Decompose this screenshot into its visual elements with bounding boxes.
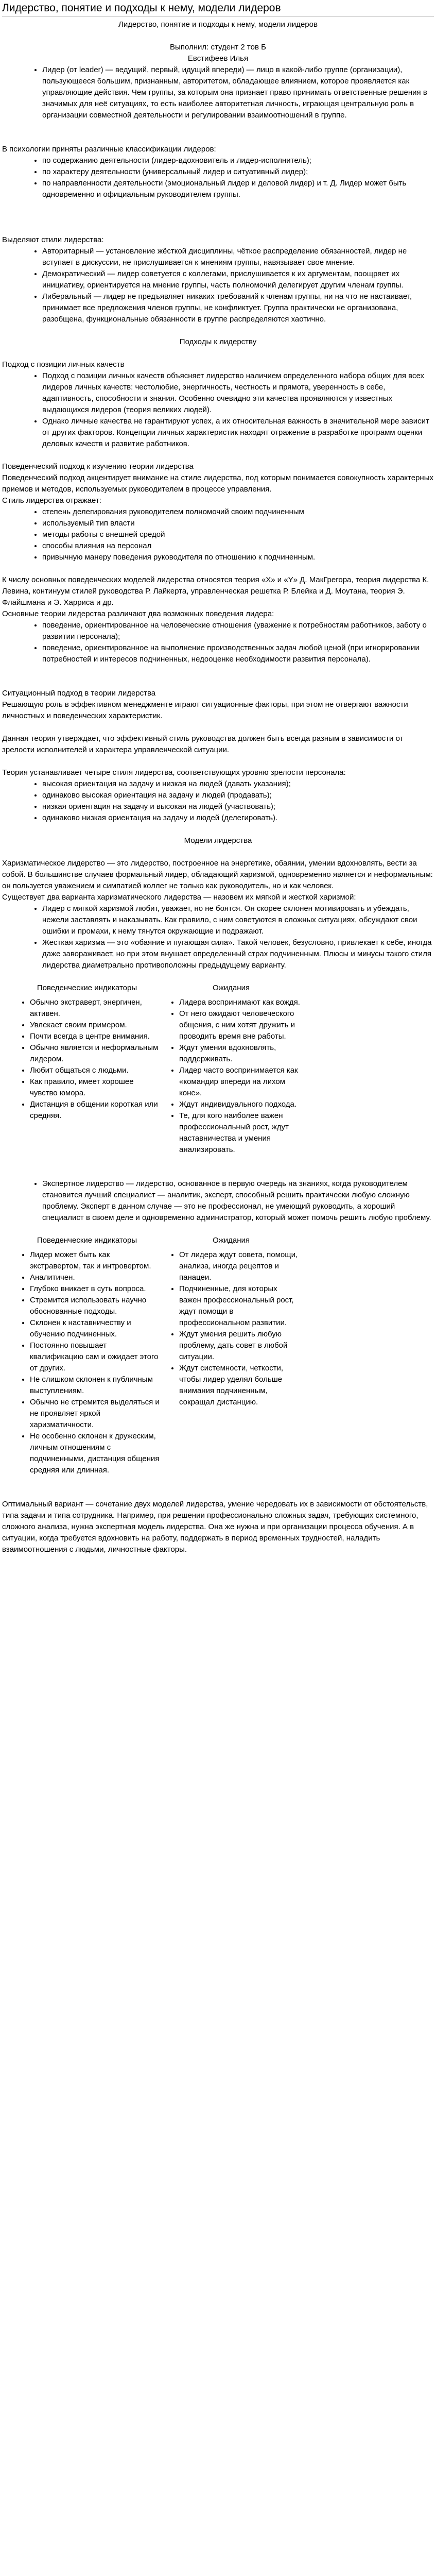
list-item: • Не слишком склонен к публичным выступлениям. xyxy=(30,1374,162,1397)
expert-list xyxy=(2,1178,434,1224)
list-item: • Стремится использовать научно обоснованные подходы. xyxy=(30,1295,162,1317)
list-item: • Лидер (от leader) — ведущий, первый, идущий впереди) — лицо в какой-либо группе (организации), пользующееся большим, признанным, авторитетом, обладающее влиянием, которое проявляется как управляющие действия. Чем группы, за которым она признает право принимать ответственные решения в значимых для неё ситуациях, то есть наиболее авторитетная личность, играющая центральную роль в организации совместной деятельности и регулировании взаимоотношений в группе. xyxy=(42,64,434,121)
author-line-2: Евстифеев Илья xyxy=(187,54,249,63)
situational-list xyxy=(2,778,434,824)
list-item: • Ждут умения решить любую проблему, дать совет в любой ситуации. xyxy=(179,1329,301,1363)
list-item: • одинаково низкая ориентация на задачу и людей (делегировать). xyxy=(42,812,434,824)
list-item: • способы влияния на персонал xyxy=(42,540,434,552)
list-item: • методы работы с внешней средой xyxy=(42,529,434,540)
document xyxy=(0,1,436,1576)
expert-table xyxy=(12,1235,301,1476)
list-item: • Демократический — лидер советуется с коллегами, прислушивается к их аргументам, поощряет их инициативу, ориентируется на мнение группы, часть полномочий делегирует другим членам группы. xyxy=(42,268,434,291)
classification-lead: В психологии приняты различные классификации лидеров: xyxy=(2,145,216,154)
charisma-text: Харизматическое лидерство — это лидерство, построенное на энергетике, обаянии, умении вдохновлять, вести за собой. В большинстве случаев формальный лидер, обладающий харизмой, одновременно является и неформальным: он пользуется уважением и симпатией коллег не только как руководитель, но и как человек. xyxy=(2,859,433,890)
list-item: • привычную манеру поведения руководителя по отношению к подчиненным. xyxy=(42,552,434,563)
list-item: • Дистанция в общении короткая или средняя. xyxy=(30,1099,162,1122)
list-item: • Либеральный — лидер не предъявляет никаких требований к членам группы, ни на что не настаивает, принимает все предложения членов группы, не конфликтует. Группа практически не организована, разобщена, функциональные обязанности в группе распределяются хаотично. xyxy=(42,291,434,325)
list-item: • по содержанию деятельности (лидер-вдохновитель и лидер-исполнитель); xyxy=(42,155,434,166)
list-item: • Однако личные качества не гарантируют успех, а их относительная важность в значительной мере зависит от других факторов. Концепции личных характеристик находят отражение в разработке программ оценки деловых качеств и развитие работников. xyxy=(42,416,434,450)
list-item: • Почти всегда в центре внимания. xyxy=(30,1031,162,1042)
list-item: • Лидер с мягкой харизмой любит, уважает, но не боятся. Он скорее склонен мотивировать и убеждать, нежели заставлять и наказывать. Как правило, с ним советуются в сложных ситуациях, обсуждают свои ошибки и промахи, к нему тянутся окружающие и подражают. xyxy=(42,903,434,937)
behavioral-models-lead: Основные теории лидерства различают два возможных поведения лидера: xyxy=(2,609,274,618)
list-item: • Ждут системности, четкости, чтобы лидер уделял больше внимания подчиненным, сокращал дистанцию. xyxy=(179,1363,301,1408)
list-item: • От него ожидают человеческого общения, с ним хотят дружить и проводить время вне работы. xyxy=(179,1008,301,1042)
list-item: • Ждут индивидуального подхода. xyxy=(179,1099,301,1110)
document-subtitle: Лидерство, понятие и подходы к нему, модели лидеров xyxy=(118,20,318,29)
list-item: • Экспертное лидерство — лидерство, основанное в первую очередь на знаниях, когда руководителем становится лучший специалист — аналитик, эксперт, способный решить практически любую сложную проблему. Эксперт в данном случае — это не профессионал, не умеющий руководить, а хороший специалист в своем деле и одновременно администратор, который может помочь решить любую проблему. xyxy=(42,1178,434,1224)
behavioral-models-list xyxy=(2,620,434,665)
models-heading: Модели лидерства xyxy=(184,836,252,845)
list-item: • Подход с позиции личных качеств объясняет лидерство наличием определенного набора общих для всех лидеров личных качеств: честолюбие, энергичность, честность и прямота, уверенность в себе, адаптивность, способности и знания. Особенно очевидно эти качества проявляются у известных выдающихся лидеров (теория великих людей). xyxy=(42,370,434,416)
document-title: Лидерство, понятие и подходы к нему, модели лидеров xyxy=(2,1,434,17)
list-item: • Склонен к наставничеству и обучению подчиненных. xyxy=(30,1317,162,1340)
list-item: • Постоянно повышает квалификацию сам и ожидает этого от других. xyxy=(30,1340,162,1374)
list-item: • Те, для кого наиболее важен профессиональный рост, ждут наставничества и умения анализировать. xyxy=(179,1110,301,1156)
list-item: • Обычно не стремится выделяться и не проявляет яркой харизматичности. xyxy=(30,1397,162,1431)
list-item: • Авторитарный — установление жёсткой дисциплины, чёткое распределение обязанностей, лидер не вступает в дискуссии, не прислушивается к мнениям группы, навязывает свое мнение. xyxy=(42,246,434,268)
behavioral-style-list xyxy=(2,506,434,563)
styles-lead: Выделяют стили лидерства: xyxy=(2,235,104,244)
list-item: • высокая ориентация на задачу и низкая на людей (давать указания); xyxy=(42,778,434,790)
list-item: • по направленности деятельности (эмоциональный лидер и деловой лидер) и т. Д. Лидер может быть одновременно и официальным руководителем группы. xyxy=(42,178,434,200)
list-item: • одинаково высокая ориентация на задачу и людей (продавать); xyxy=(42,790,434,801)
trait-heading: Подход с позиции личных качеств xyxy=(2,360,125,369)
behavioral-models-text: К числу основных поведенческих моделей лидерства относятся теория «Х» и «Y» Д. МакГрегора, теория лидерства К. Левина, континуум стилей руководства Р. Лайкерта, управленческая решетка Р. Блейка и Д. Моутана, теория Э. Флайшмана и Э. Харриса и др. xyxy=(2,575,429,607)
charisma-variants-lead: Существует два варианта харизматического лидерства — назовем их мягкой и жесткой харизмой: xyxy=(2,893,356,902)
classification-list xyxy=(2,155,434,200)
list-item: • Не особенно склонен к дружеским, личным отношениям с подчиненными, дистанция общения средняя или длинная. xyxy=(30,1431,162,1476)
list-item: • Подчиненные, для которых важен профессиональный рост, ждут помощи в профессиональном развитии. xyxy=(179,1283,301,1329)
charisma-list xyxy=(2,903,434,971)
author-line-1: Выполнил: студент 2 тов Б xyxy=(170,43,266,52)
list-item: • Лидер может быть как экстравертом, так и интровертом. xyxy=(30,1249,162,1272)
list-item: • используемый тип власти xyxy=(42,518,434,529)
list-item: • поведение, ориентированное на выполнение производственных задач любой ценой (при игнорировании потребностей и интересов подчиненных, недооценке необходимости развития персонала). xyxy=(42,642,434,665)
list-item: • Аналитичен. xyxy=(30,1272,162,1283)
list-item: • по характеру деятельности (универсальный лидер и ситуативный лидер); xyxy=(42,166,434,178)
table-header-indicators: Поведенческие индикаторы xyxy=(37,1236,137,1245)
list-item: • От лидера ждут совета, помощи, анализа, иногда рецептов и панацеи. xyxy=(179,1249,301,1283)
list-item: • Лидера воспринимают как вождя. xyxy=(179,997,301,1008)
list-item: • Любит общаться с людьми. xyxy=(30,1065,162,1076)
situational-heading: Ситуационный подход в теории лидерства xyxy=(2,689,156,698)
table-cell-expectations xyxy=(162,997,301,1156)
list-item: • низкая ориентация на задачу и высокая на людей (участвовать); xyxy=(42,801,434,812)
behavioral-style-lead: Стиль лидерства отражает: xyxy=(2,496,101,505)
list-item: • Ждут умения вдохновлять, поддерживать. xyxy=(179,1042,301,1065)
table-header-indicators: Поведенческие индикаторы xyxy=(37,984,137,992)
behavioral-heading: Поведенческий подход к изучению теории лидерства xyxy=(2,462,194,471)
situational-text: Решающую роль в эффективном менеджменте играют ситуационные факторы, при этом не отвергают важности личностных и поведенческих характеристик. xyxy=(2,700,408,720)
approaches-heading: Подходы к лидерству xyxy=(179,337,257,346)
table-header-expectations: Ожидания xyxy=(213,1236,250,1245)
list-item: • Как правило, имеет хорошее чувство юмора. xyxy=(30,1076,162,1099)
list-item: • Лидер часто воспринимается как «командир впереди на лихом коне». xyxy=(179,1065,301,1099)
list-item: • Обычно является и неформальным лидером. xyxy=(30,1042,162,1065)
trait-list xyxy=(2,370,434,450)
table-header-expectations: Ожидания xyxy=(213,984,250,992)
table-cell-indicators xyxy=(12,1249,162,1476)
list-item: • Жесткая харизма — это «обаяние и пугающая сила». Такой человек, безусловно, привлекает к себе, иногда даже завораживает, но при этом внушает определенный страх подчиненным. Плюсы и минусы такого стиля лидерства диаметрально противоположны предыдущему варианту. xyxy=(42,937,434,971)
situational-text-2: Данная теория утверждает, что эффективный стиль руководства должен быть всегда разным в зависимости от зрелости исполнителей и характера управленческой ситуации. xyxy=(2,734,404,754)
situational-lead: Теория устанавливает четыре стиля лидерства, соответствующих уровню зрелости персонала: xyxy=(2,768,346,777)
charisma-table xyxy=(12,982,301,1156)
list-item: • Увлекает своим примером. xyxy=(30,1020,162,1031)
final-text: Оптимальный вариант — сочетание двух моделей лидерства, умение чередовать их в зависимости от обстоятельств, типа задачи и типа сотрудника. Например, при решении профессионально сложных задач, требующих системного, сложного анализа, нужна экспертная модель лидерства. Она же нужна и при организации процесса обучения. А в ситуации, когда требуется вдохновить на работу, поддержать в период временных трудностей, наладить взаимоотношения с людьми, личностные факторы. xyxy=(2,1500,428,1554)
table-cell-expectations xyxy=(162,1249,301,1476)
list-item: • Обычно экстраверт, энергичен, активен. xyxy=(30,997,162,1020)
list-item: • Глубоко вникает в суть вопроса. xyxy=(30,1283,162,1295)
intro-list xyxy=(2,64,434,121)
styles-list xyxy=(2,246,434,325)
behavioral-text: Поведенческий подход акцентирует внимание на стиле лидерства, под которым понимается совокупность характерных приемов и методов, используемых руководителем в процессе управления. xyxy=(2,473,433,494)
list-item: • поведение, ориентированное на человеческие отношения (уважение к потребностям работников, заботу о развитии персонала); xyxy=(42,620,434,642)
list-item: • степень делегирования руководителем полномочий своим подчиненным xyxy=(42,506,434,518)
table-cell-indicators xyxy=(12,997,162,1156)
